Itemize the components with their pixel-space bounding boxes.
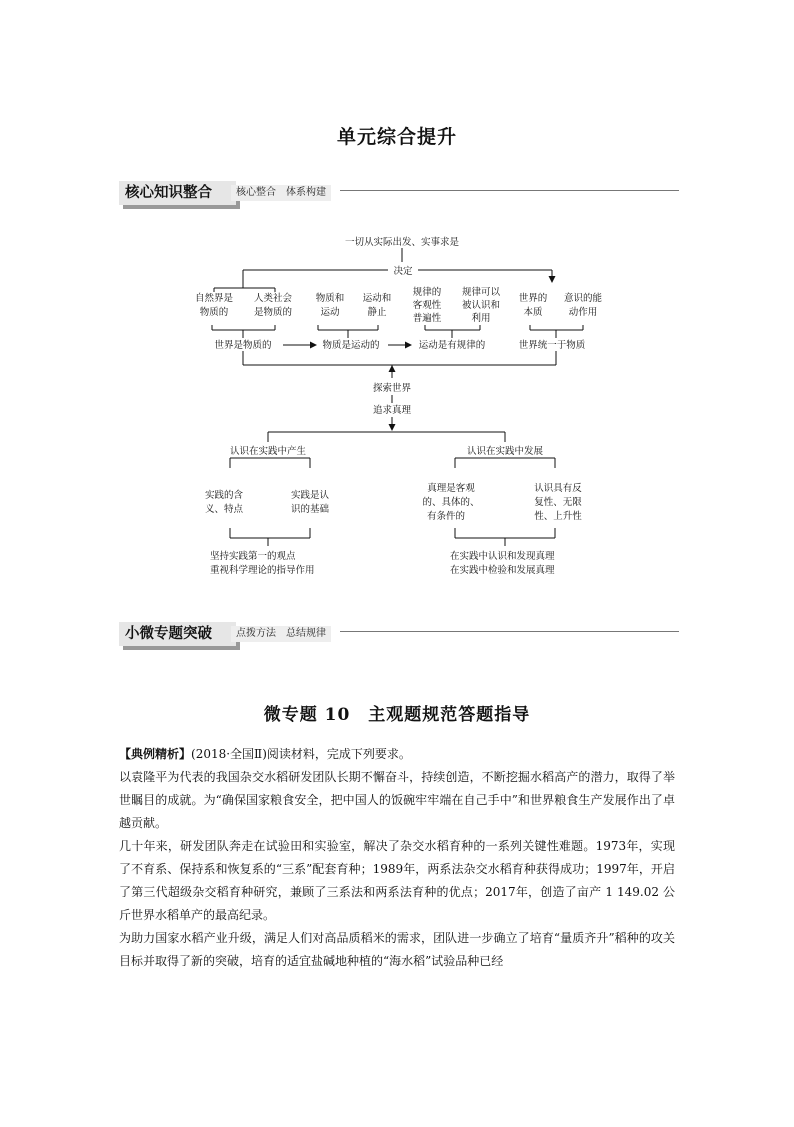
right-bottom-2: 在实践中检验和发展真理 bbox=[450, 565, 555, 576]
pursue-truth: 追求真理 bbox=[372, 405, 412, 416]
node-matter-motion: 物质和 bbox=[315, 293, 345, 304]
node-truth-objective-3: 有条件的 bbox=[426, 511, 466, 522]
section-divider bbox=[340, 631, 679, 632]
conclusion-world-material: 世界是物质的 bbox=[214, 340, 272, 351]
diagram-top: 一切从实际出发、实事求是 bbox=[344, 237, 460, 248]
paragraph-1: 以袁隆平为代表的我国杂交水稻研发团队长期不懈奋斗，持续创造，不断挖掘水稻高产的潜力，取得了举世瞩目的成就。为“确保国家粮食安全，把中国人的饭碗牢牢端在自己手中”和世界粮食生产发展作出了卓越贡献。 bbox=[119, 770, 675, 830]
conclusion-motion-lawful: 运动是有规律的 bbox=[418, 340, 486, 351]
explore-world: 探索世界 bbox=[372, 383, 412, 394]
node-truth-objective: 真理是客观 bbox=[427, 483, 475, 494]
right-bottom-1: 在实践中认识和发现真理 bbox=[450, 551, 555, 562]
node-matter-motion-2: 运动 bbox=[320, 307, 340, 318]
page-title: 单元综合提升 bbox=[336, 126, 457, 148]
node-cognition-repetitive-2: 复性、无限 bbox=[534, 497, 582, 508]
node-practice-basis: 实践是认 bbox=[290, 490, 330, 501]
node-law-knowable-3: 利用 bbox=[471, 313, 491, 324]
left-bottom-2: 重视科学理论的指导作用 bbox=[210, 565, 315, 576]
node-practice-basis-2: 识的基础 bbox=[290, 504, 330, 515]
intro-text: (2018·全国Ⅱ)阅读材料，完成下列要求。 bbox=[191, 747, 411, 761]
node-nature: 自然界是 bbox=[194, 293, 234, 304]
left-bottom-1: 坚持实践第一的观点 bbox=[210, 551, 296, 562]
diagram-decide: 决定 bbox=[393, 266, 413, 277]
node-motion-rest: 运动和 bbox=[362, 293, 392, 304]
conclusion-world-unity: 世界统一于物质 bbox=[518, 340, 586, 351]
node-law-objective-3: 普遍性 bbox=[412, 313, 442, 324]
node-cognition-repetitive-3: 性、上升性 bbox=[534, 511, 582, 522]
node-consciousness-2: 动作用 bbox=[568, 307, 598, 318]
node-motion-rest-2: 静止 bbox=[367, 307, 387, 318]
node-cognition-repetitive: 认识具有反 bbox=[534, 483, 582, 494]
section-title: 小微专题突破 bbox=[119, 622, 236, 646]
node-law-objective: 规律的 bbox=[412, 287, 442, 298]
node-truth-objective-2: 的、具体的、 bbox=[422, 497, 480, 508]
section-subtitle: 点拨方法 总结规律 bbox=[231, 626, 331, 642]
node-law-knowable-2: 被认识和 bbox=[461, 300, 501, 311]
article-intro bbox=[119, 743, 675, 766]
topic-title: 微专题 10 主观题规范答题指导 bbox=[263, 705, 531, 725]
section-divider bbox=[340, 190, 679, 191]
section-header-core-knowledge bbox=[119, 181, 679, 209]
section-subtitle: 核心整合 体系构建 bbox=[231, 185, 331, 201]
node-world-essence: 世界的 bbox=[518, 293, 548, 304]
section-title: 核心知识整合 bbox=[119, 181, 236, 205]
right-head: 认识在实践中发展 bbox=[466, 446, 544, 457]
paragraph-2: 几十年来，研发团队奔走在试验田和实验室，解决了杂交水稻育种的一系列关键性难题。1973年，实现了不育系、保持系和恢复系的“三系”配套育种；1989年，两系法杂交水稻育种获得成功；1997年，开启了第三代超级杂交稻育种研究，兼顾了三系法和两系法育种的优点；2017年，创造了亩产 1 149.02 公斤世界水稻单产的最高纪录。 bbox=[119, 839, 675, 922]
node-society: 人类社会 bbox=[253, 293, 293, 304]
section-header-topic bbox=[119, 622, 679, 650]
article-body bbox=[119, 743, 675, 973]
node-practice-meaning: 实践的含 bbox=[204, 490, 244, 501]
node-practice-meaning-2: 义、特点 bbox=[204, 504, 244, 515]
node-law-knowable: 规律可以 bbox=[461, 287, 501, 298]
paragraph-3: 为助力国家水稻产业升级，满足人们对高品质稻米的需求，团队进一步确立了培育“量质齐升”稻种的攻关目标并取得了新的突破，培育的适宜盐碱地种植的“海水稻”试验品种已经 bbox=[119, 931, 675, 968]
node-consciousness: 意识的能 bbox=[563, 293, 603, 304]
conclusion-matter-moving: 物质是运动的 bbox=[322, 340, 380, 351]
node-society-2: 是物质的 bbox=[253, 307, 293, 318]
left-head: 认识在实践中产生 bbox=[229, 446, 307, 457]
node-nature-2: 物质的 bbox=[199, 307, 229, 318]
node-law-objective-2: 客观性 bbox=[412, 300, 442, 311]
example-label: 【典例精析】 bbox=[119, 747, 192, 761]
node-world-essence-2: 本质 bbox=[523, 307, 543, 318]
